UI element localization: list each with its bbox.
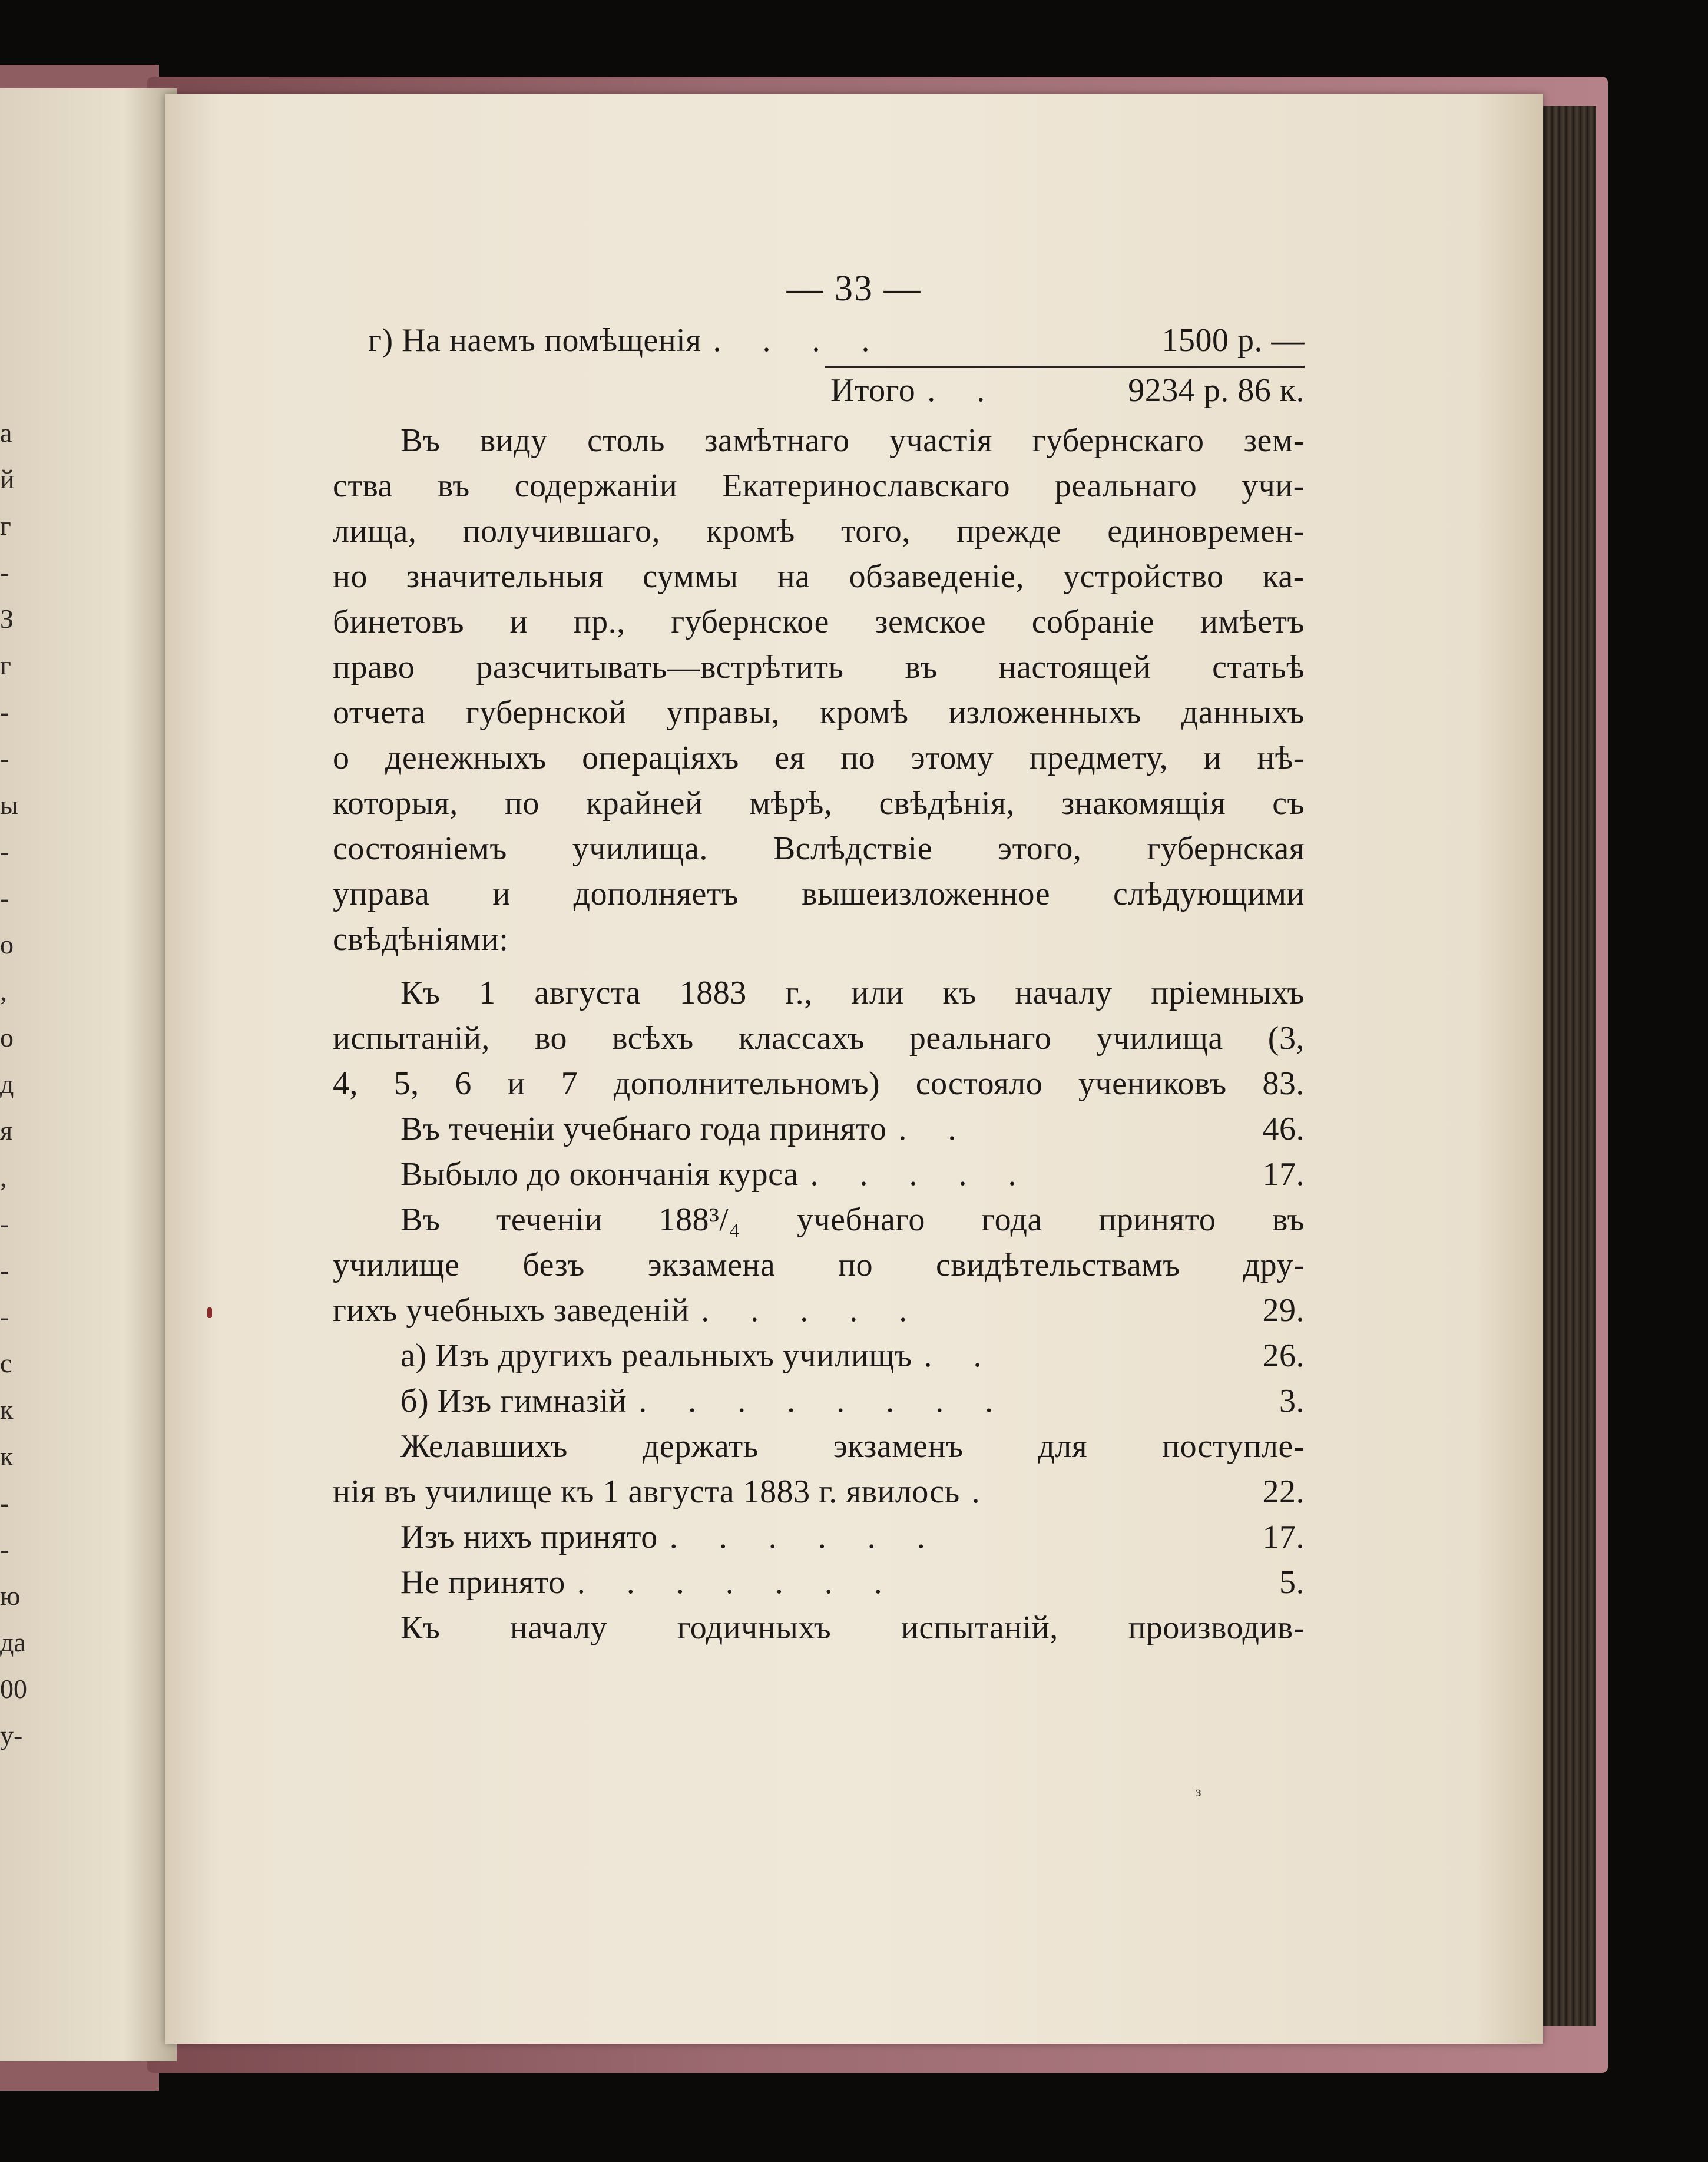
word: получившаго, xyxy=(462,513,660,549)
word: для xyxy=(1038,1428,1088,1465)
neighbor-fragment: - xyxy=(0,697,9,727)
text-line xyxy=(333,971,1305,1016)
word: участія xyxy=(889,422,993,459)
row-leader: . xyxy=(971,1474,997,1510)
neighbor-fragment: - xyxy=(0,836,9,866)
text-line xyxy=(333,463,1305,509)
word: поступле- xyxy=(1162,1428,1305,1465)
word: состояніемъ xyxy=(333,830,507,867)
paragraph-2 xyxy=(333,971,1305,1107)
word: Къ xyxy=(400,1610,441,1646)
word: Къ xyxy=(400,975,441,1011)
word: предмету, xyxy=(1029,740,1169,776)
word: собраніе xyxy=(1031,604,1155,640)
row-leader: . . . . xyxy=(713,322,886,359)
word: годичныхъ xyxy=(677,1610,832,1646)
word: содержаніи xyxy=(514,468,678,504)
text-line xyxy=(333,1424,1305,1469)
row-value: 46. xyxy=(1262,1111,1305,1147)
row-value: 26. xyxy=(1262,1337,1305,1374)
word: 5, xyxy=(393,1065,419,1102)
word: земское xyxy=(875,604,987,640)
word: реальнаго xyxy=(909,1020,1052,1057)
word: мѣрѣ, xyxy=(749,785,833,822)
neighbor-fragment: я xyxy=(0,1115,13,1145)
word: теченіи xyxy=(496,1201,603,1238)
word: всѣхъ xyxy=(612,1020,694,1057)
word: по xyxy=(840,740,876,776)
word: безъ xyxy=(522,1247,585,1283)
text-line xyxy=(333,600,1305,645)
neighbor-fragment: - xyxy=(0,1488,9,1518)
word: г., xyxy=(785,975,813,1011)
word: Въ xyxy=(400,422,441,459)
neighbor-fragment: к xyxy=(0,1441,14,1471)
word: значительныя xyxy=(406,558,604,595)
neighbor-fragment: о xyxy=(0,1022,14,1052)
row-leader: . . . . . . xyxy=(669,1519,942,1555)
word: по xyxy=(504,785,539,822)
word: или xyxy=(851,975,904,1011)
word: ка- xyxy=(1262,558,1305,595)
text-line xyxy=(333,509,1305,554)
row-label: г) На наемъ помѣщенія xyxy=(368,322,701,359)
word: бинетовъ xyxy=(333,604,465,640)
text-line xyxy=(333,690,1305,736)
total-value: 9234 р. 86 к. xyxy=(1128,372,1305,409)
word: свидѣтельствамъ xyxy=(935,1247,1180,1283)
neighbor-fragment: к xyxy=(0,1395,14,1425)
word: училища xyxy=(1096,1020,1223,1057)
text-line xyxy=(333,917,1305,962)
red-mark xyxy=(207,1307,212,1318)
row-leader: . . . . . . . xyxy=(577,1564,899,1601)
word: Желавшихъ xyxy=(400,1428,568,1465)
neighbor-fragment: 00 xyxy=(0,1674,27,1704)
word: и xyxy=(509,604,528,640)
word: экзаменъ xyxy=(833,1428,964,1465)
neighbor-fragment: ю xyxy=(0,1581,21,1611)
word: производив- xyxy=(1128,1610,1305,1646)
word: о xyxy=(333,740,350,776)
text-line xyxy=(333,872,1305,917)
paragraph-3 xyxy=(333,1197,1305,1288)
row-label: Изъ нихъ принято xyxy=(400,1519,658,1555)
word: испытаній, xyxy=(333,1020,490,1057)
word: по xyxy=(838,1247,873,1283)
text-line xyxy=(333,1605,1305,1651)
row-label: гихъ учебныхъ заведеній xyxy=(333,1292,690,1329)
word: знакомящія xyxy=(1061,785,1226,822)
stat-row xyxy=(333,1515,1305,1560)
word: данныхъ xyxy=(1181,694,1305,731)
word: дру- xyxy=(1243,1247,1305,1283)
word: столь xyxy=(587,422,665,459)
word: губернской xyxy=(465,694,627,731)
word: держать xyxy=(642,1428,759,1465)
word: ея xyxy=(774,740,805,776)
word: отчета xyxy=(333,694,426,731)
word: и xyxy=(492,876,511,912)
word: прежде xyxy=(956,513,1061,549)
paragraph-4 xyxy=(333,1424,1305,1469)
word: операціяхъ xyxy=(582,740,739,776)
word: нѣ- xyxy=(1257,740,1305,776)
word: обзаведеніе, xyxy=(849,558,1024,595)
word: 83. xyxy=(1262,1065,1305,1102)
neighbor-fragment: - xyxy=(0,1255,9,1285)
neighbor-fragment: о xyxy=(0,929,14,959)
neighbor-fragment: - xyxy=(0,1534,9,1564)
neighbor-fragment: у- xyxy=(0,1720,23,1750)
word: управа xyxy=(333,876,430,912)
word: въ xyxy=(905,649,938,686)
text-line xyxy=(333,554,1305,600)
row-value: 29. xyxy=(1262,1292,1305,1329)
word: право xyxy=(333,649,415,686)
word: денежныхъ xyxy=(385,740,547,776)
row-value: 22. xyxy=(1262,1474,1305,1510)
row-label: Въ теченіи учебнаго года принято xyxy=(400,1111,887,1147)
word: устройство xyxy=(1063,558,1224,595)
signature-mark: з xyxy=(1196,1784,1201,1800)
word: этому xyxy=(911,740,994,776)
paragraph-last xyxy=(333,1605,1305,1651)
word: ства xyxy=(333,468,393,504)
word: виду xyxy=(479,422,548,459)
word: этого, xyxy=(998,830,1082,867)
text-line xyxy=(333,1243,1305,1288)
text-line xyxy=(333,1197,1305,1243)
total-label: Итого xyxy=(830,372,916,409)
row-label: Не принято xyxy=(400,1564,565,1601)
text-line xyxy=(333,1061,1305,1107)
stat-rows-3 xyxy=(333,1469,1305,1605)
word: на xyxy=(777,558,810,595)
word: состояло xyxy=(915,1065,1043,1102)
word: августа xyxy=(534,975,641,1011)
stat-rows-2 xyxy=(333,1288,1305,1424)
word: училище xyxy=(333,1247,460,1283)
text-line xyxy=(333,418,1305,463)
word: управы, xyxy=(666,694,780,731)
word: и xyxy=(1203,740,1222,776)
word: пріемныхъ xyxy=(1151,975,1305,1011)
text-line xyxy=(333,645,1305,690)
paragraph-1 xyxy=(333,418,1305,962)
neighbor-fragment: да xyxy=(0,1627,26,1657)
word: губернское xyxy=(671,604,829,640)
word: кромѣ xyxy=(706,513,795,549)
word: пр., xyxy=(573,604,625,640)
text-line xyxy=(333,781,1305,826)
word: 188³/₄ xyxy=(658,1201,741,1238)
word: испытаній, xyxy=(901,1610,1058,1646)
word: 1883 xyxy=(679,975,747,1011)
row-value: 17. xyxy=(1262,1519,1305,1555)
neighbor-fragment: - xyxy=(0,557,9,587)
row-value: 17. xyxy=(1262,1156,1305,1193)
stat-row xyxy=(333,1379,1305,1424)
word: суммы xyxy=(643,558,739,595)
neighbor-fragment: - xyxy=(0,1302,9,1332)
word: единовремен- xyxy=(1107,513,1305,549)
word: Екатеринославскаго xyxy=(722,468,1011,504)
row-leader: . . xyxy=(923,1337,998,1374)
item-g-row xyxy=(333,318,1305,363)
word: зем- xyxy=(1243,422,1305,459)
word: 6 xyxy=(455,1065,472,1102)
row-label: а) Изъ другихъ реальныхъ училищъ xyxy=(400,1337,912,1374)
neighbor-fragment: а xyxy=(0,418,12,448)
word: 7 xyxy=(561,1065,578,1102)
word: свѣдѣнія, xyxy=(879,785,1015,822)
stat-row xyxy=(333,1288,1305,1333)
word: того, xyxy=(840,513,911,549)
word: дополняетъ xyxy=(573,876,739,912)
word: имѣетъ xyxy=(1200,604,1305,640)
word: 4, xyxy=(333,1065,358,1102)
word: учениковъ xyxy=(1078,1065,1227,1102)
word: реальнаго xyxy=(1055,468,1197,504)
stat-row xyxy=(333,1560,1305,1605)
text-line xyxy=(333,826,1305,872)
word: во xyxy=(534,1020,568,1057)
word: въ xyxy=(437,468,470,504)
word: замѣтнаго xyxy=(704,422,850,459)
word: настоящей xyxy=(998,649,1151,686)
neighbor-fragment: д xyxy=(0,1069,14,1099)
word: крайней xyxy=(586,785,703,822)
word: къ xyxy=(942,975,977,1011)
word: вышеизложенное xyxy=(802,876,1051,912)
word: 1 xyxy=(479,975,496,1011)
stat-rows-1 xyxy=(333,1107,1305,1197)
row-value: 5. xyxy=(1279,1564,1305,1601)
neighbor-fragment: г xyxy=(0,511,11,541)
word: экзамена xyxy=(647,1247,776,1283)
row-leader: . . . . . xyxy=(810,1156,1033,1193)
total-row xyxy=(333,368,1305,413)
word: принято xyxy=(1098,1201,1216,1238)
word: Вслѣдствіе xyxy=(773,830,933,867)
total-leader: . . xyxy=(927,372,1002,409)
neighbor-fragment: й xyxy=(0,464,15,494)
page-text xyxy=(333,259,1305,1651)
row-label: б) Изъ гимназій xyxy=(400,1383,627,1419)
word: слѣдующими xyxy=(1113,876,1305,912)
word: (3, xyxy=(1267,1020,1305,1057)
neighbor-fragment: , xyxy=(0,976,7,1006)
word: и xyxy=(507,1065,525,1102)
word: учебнаго xyxy=(796,1201,925,1238)
word: разсчитывать—встрѣтить xyxy=(476,649,844,686)
word: статьѣ xyxy=(1212,649,1305,686)
text-line xyxy=(333,736,1305,781)
word: но xyxy=(333,558,368,595)
word: началу xyxy=(1015,975,1113,1011)
left-page xyxy=(0,88,177,2061)
neighbor-fragment: , xyxy=(0,1162,7,1192)
neighbor-fragment: ы xyxy=(0,790,18,820)
running-head: — 33 — xyxy=(786,269,922,309)
neighbor-fragment: г xyxy=(0,650,11,680)
word: изложенныхъ xyxy=(948,694,1141,731)
neighbor-fragment: - xyxy=(0,1209,9,1239)
stat-row xyxy=(333,1107,1305,1152)
word: лища, xyxy=(333,513,417,549)
word: губернская xyxy=(1147,830,1305,867)
word: учи- xyxy=(1242,468,1305,504)
stat-row xyxy=(333,1469,1305,1515)
row-value: 1500 р. — xyxy=(1161,322,1305,359)
neighbor-fragment: с xyxy=(0,1348,12,1378)
stat-row xyxy=(333,1333,1305,1379)
word: дополнительномъ) xyxy=(613,1065,881,1102)
word: съ xyxy=(1272,785,1305,822)
word: губернскаго xyxy=(1032,422,1204,459)
row-label: Выбыло до окончанія курса xyxy=(400,1156,799,1193)
word: въ xyxy=(1272,1201,1305,1238)
neighbor-fragment: - xyxy=(0,743,9,773)
word: классахъ xyxy=(738,1020,865,1057)
row-value: 3. xyxy=(1279,1383,1305,1419)
neighbor-page-fragments xyxy=(0,409,47,1759)
word: которыя, xyxy=(333,785,458,822)
word: года xyxy=(981,1201,1042,1238)
word: началу xyxy=(509,1610,608,1646)
word: кромѣ xyxy=(820,694,909,731)
row-leader: . . xyxy=(898,1111,973,1147)
word: свѣдѣніями: xyxy=(333,921,509,958)
word: Въ xyxy=(400,1201,441,1238)
row-leader: . . . . . xyxy=(701,1292,924,1329)
word: училища. xyxy=(572,830,708,867)
neighbor-fragment: - xyxy=(0,883,9,913)
stat-row xyxy=(333,1152,1305,1197)
neighbor-fragment: З xyxy=(0,604,14,634)
row-label: нія въ училище къ 1 августа 1883 г. явилось xyxy=(333,1474,960,1510)
row-leader: . . . . . . . . xyxy=(638,1383,1010,1419)
text-line xyxy=(333,1016,1305,1061)
